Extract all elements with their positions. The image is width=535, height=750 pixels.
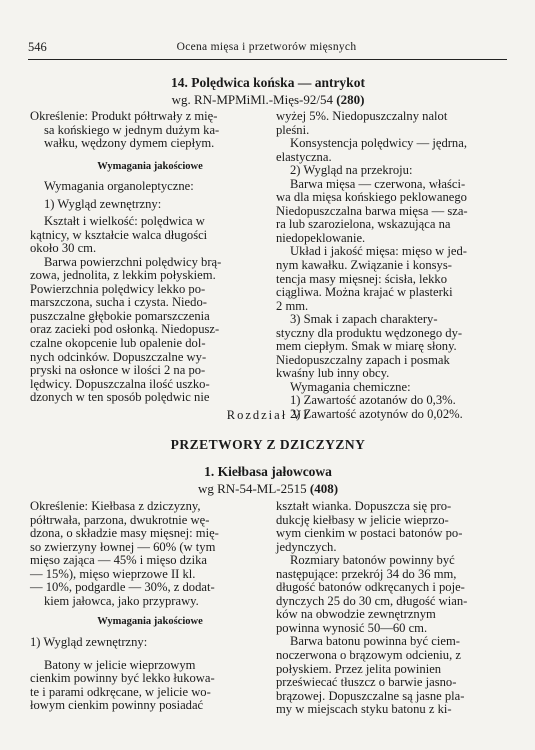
text-line: 1) Wygląd zewnętrzny: [44,196,162,211]
text-line: dynczych 25 do 30 cm, długość wian- [276,593,468,608]
chapter-title: PRZETWORY Z DZICZYZNY [170,437,366,452]
text-line: 1) Wygląd zewnętrzny: [30,635,148,649]
text-line: długość batonów odkręcanych i poje- [276,580,465,595]
text-line: dukcję kiełbasy w jelicie wieprzo- [276,512,449,527]
text-line: marszczona, sucha i czysta. Niedo- [30,295,207,310]
text-line: ciągliwa. Można krajać w plasterki [276,285,453,300]
text-line: Barwa powierzchni polędwicy brą- [44,254,222,269]
text-line: wa dla mięsa końskiego peklowanego [276,190,467,205]
text-line: jedynczych. [276,539,337,554]
text-line: dzona, o składzie masy mięsnej: mię- [30,526,219,541]
text-line: brązowej. Dopuszczalne są jasne pla- [276,688,465,703]
text-line: oraz zacieki pod osłonką. Niedopusz- [30,322,220,337]
text-line: nym kawałku. Związanie i konsys- [276,258,452,273]
text-line: łowym cienkim powinny posiadać [30,698,204,713]
text-line: Niedopuszczalny zapach i posmak [276,352,450,367]
text-line: Konsystencja polędwicy — jędrna, [290,136,467,151]
left-column-1 [30,110,270,151]
text-line: Barwa batonu powinna być ciem- [290,634,460,649]
text-line: kwaśny lub inny obcy. [276,366,390,381]
text-line: pleśni. [276,122,310,137]
text-line: kiem jałowca, jako przyprawy. [44,593,199,608]
right-column-2 [276,500,502,717]
text-line: 2) Wygląd na przekroju: [290,163,413,178]
chapter-label: Rozdział VI [226,408,310,422]
text-line: niedopeklowanie. [276,230,366,245]
text-line: czalne okopcenie lub opalenie dol- [30,336,206,351]
text-line: — 10%, podgardle — 30%, z dodat- [30,580,215,595]
text-line: wałku, wędzony dymem ciepłym. [44,136,215,151]
text-line: puszczalne głębokie pomarszczenia [30,308,210,323]
text-line: przeświecać tłuszcz o barwie jasno- [276,675,457,690]
subheading: Wymagania jakościowe [97,616,203,627]
text-line: lędwicy. Dopuszczalna ilość uszko- [30,376,210,391]
subheading: Wymagania jakościowe [97,161,203,172]
text-line: 2) Zawartość azotynów do 0,02%. [290,407,463,422]
text-line: Określenie: Kiełbasa z dziczyzny, [30,499,201,513]
text-line: Kształt i wielkość: polędwica w [44,214,205,229]
section-title: 1. Kiełbasa jałowcowa [204,464,332,479]
text-line: styczny dla produktu wędzonego dy- [276,325,463,340]
left-column-1b [30,180,270,405]
text-line: 1) Zawartość azotanów do 0,3%. [290,393,456,408]
text-line: Niedopuszczalna barwa mięsa — sza- [276,203,468,218]
text-line: Wymagania chemiczne: [290,379,411,394]
norm-code: (408) [309,481,339,496]
text-line: wyżej 5%. Niedopuszczalny nalot [276,109,448,123]
section-norm [28,93,508,107]
text-line: — 15%), mięso wieprzowe II kl. [30,566,196,581]
header-rule [28,59,507,60]
text-line: sa końskiego w jednym dużym ka- [44,122,220,137]
text-line: nych odcinków. Dopuszczalne wy- [30,349,207,364]
text-line: Batony w jelicie wieprzowym [44,657,196,672]
text-line: Układ i jakość mięsa: mięso w jed- [290,244,467,259]
text-line: Wymagania organoleptyczne: [44,179,194,193]
text-line: kątnicy, w kształcie walca długości [30,227,208,242]
text-line: dzonych w ten sposób polędwic nie [30,390,210,405]
text-line: noczerwona o brązowym odcieniu, z [276,648,461,663]
text-line: Powierzchnia polędwicy lekko po- [30,281,206,296]
norm-code: (280) [336,92,365,107]
left-column-2b [30,636,270,713]
norm-prefix: wg. RN-MPMiMl.-Mięs-92/54 [171,92,337,107]
text-line: 2 mm. [276,298,309,313]
text-line: elastyczna. [276,149,332,164]
right-column-1 [276,110,502,422]
text-line: Barwa mięsa — czerwona, właści- [290,176,466,191]
text-line: mem ciepłym. Smak w miarę słony. [276,339,457,354]
text-line: so zwierzyny łownej — 60% (w tym [30,539,216,554]
text-line: Rozmiary batonów powinny być [290,553,455,568]
page-number: 546 [28,40,47,54]
text-line: kształt wianka. Dopuszcza się pro- [276,499,452,513]
text-line: tencja masy mięsnej: ścisła, lekko [276,271,448,286]
text-line: 3) Smak i zapach charaktery- [290,312,438,327]
text-line: następujące: przekrój 34 do 36 mm, [276,566,457,581]
text-line: zowa, jednolita, z lekkim połyskiem. [30,268,216,283]
text-line: pryski na osłonce w ilości 2 na po- [30,363,206,378]
text-line: około 30 cm. [30,241,97,256]
text-line: połyskiem. Przez jelita powinien [276,661,442,676]
text-line: półtrwała, parzona, dwukrotnie wę- [30,512,210,527]
text-line: Określenie: Produkt półtrwały z mię- [30,109,218,123]
text-line: my w miejscach styku batonu z ki- [276,702,452,717]
running-title: Ocena mięsa i przetworów mięsnych [176,41,357,53]
text-line: mięso zająca — 45% i mięso dzika [30,553,207,568]
text-line: ków na obwodzie zewnętrznym [276,607,436,622]
page-header [28,40,505,58]
text-line: powinna wynosić 50—60 cm. [276,620,428,635]
left-column-2 [30,500,270,608]
text-line: ra lub szarozielona, wskazująca na [276,217,451,232]
text-line: cienkim powinny być lekko łukowa- [30,671,215,686]
text-line: te i parami odkręcane, w jelicie wo- [30,684,211,699]
text-line: wym cienkim w postaci batonów po- [276,526,463,541]
section-norm [28,482,508,496]
section-title: 14. Polędwica końska — antrykot [171,75,365,90]
norm-prefix: wg RN-54-ML-2515 [197,481,310,496]
